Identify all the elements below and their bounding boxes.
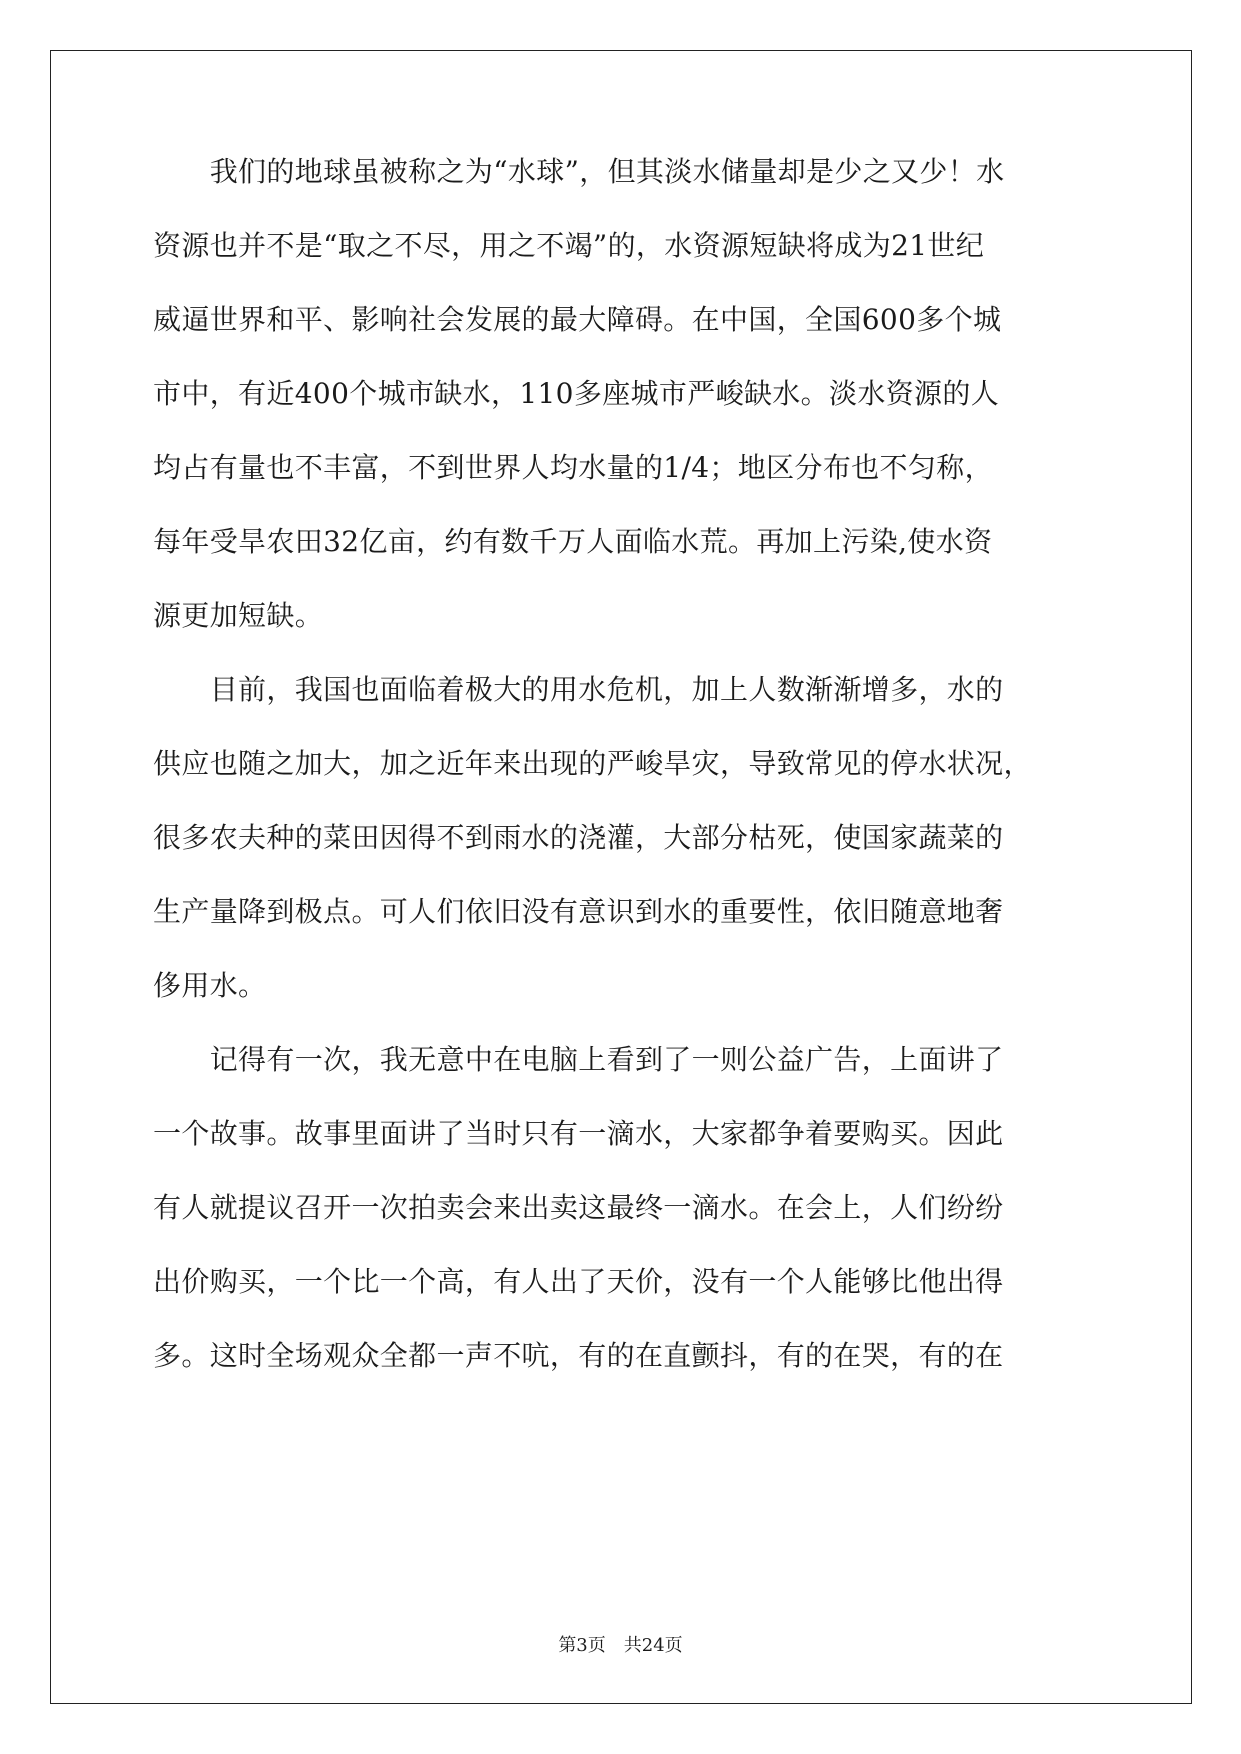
paragraph-1-line-1: 我们的地球虽被称之为“水球”，但其淡水储量却是少之又少！水 (153, 155, 1005, 188)
paragraph-1-line-7: 源更加短缺。 (153, 599, 324, 632)
paragraph-1-line-2: 资源也并不是“取之不尽，用之不竭”的，水资源短缺将成为21世纪 (153, 229, 985, 262)
paragraph-1-line-4: 市中，有近400个城市缺水，110多座城市严峻缺水。淡水资源的人 (153, 377, 1000, 410)
page-number-footer: 第3页 共24页 (558, 1635, 683, 1656)
paragraph-2-line-4: 生产量降到极点。可人们依旧没有意识到水的重要性，依旧随意地奢 (153, 895, 1004, 928)
page-border (50, 50, 1192, 1704)
paragraph-1-line-3: 威逼世界和平、影响社会发展的最大障碍。在中国，全国600多个城 (153, 303, 1002, 336)
paragraph-3-line-1: 记得有一次，我无意中在电脑上看到了一则公益广告，上面讲了 (153, 1043, 1004, 1076)
paragraph-3-line-3: 有人就提议召开一次拍卖会来出卖这最终一滴水。在会上，人们纷纷 (153, 1191, 1004, 1224)
paragraph-3-line-2: 一个故事。故事里面讲了当时只有一滴水，大家都争着要购买。因此 (153, 1117, 1004, 1150)
paragraph-2-line-5: 侈用水。 (153, 969, 267, 1002)
paragraph-1-line-5: 均占有量也不丰富，不到世界人均水量的1/4；地区分布也不匀称， (153, 451, 993, 484)
paragraph-3-line-5: 多。这时全场观众全都一声不吭，有的在直颤抖，有的在哭，有的在 (153, 1339, 1004, 1372)
paragraph-2-line-1: 目前，我国也面临着极大的用水危机，加上人数渐渐增多，水的 (153, 673, 1004, 706)
paragraph-1-line-6: 每年受旱农田32亿亩，约有数千万人面临水荒。再加上污染,使水资 (153, 525, 993, 558)
paragraph-2-line-2: 供应也随之加大，加之近年来出现的严峻旱灾，导致常见的停水状况， (153, 747, 1032, 780)
paragraph-2-line-3: 很多农夫种的菜田因得不到雨水的浇灌，大部分枯死，使国家蔬菜的 (153, 821, 1004, 854)
paragraph-3-line-4: 出价购买，一个比一个高，有人出了天价，没有一个人能够比他出得 (153, 1265, 1004, 1298)
